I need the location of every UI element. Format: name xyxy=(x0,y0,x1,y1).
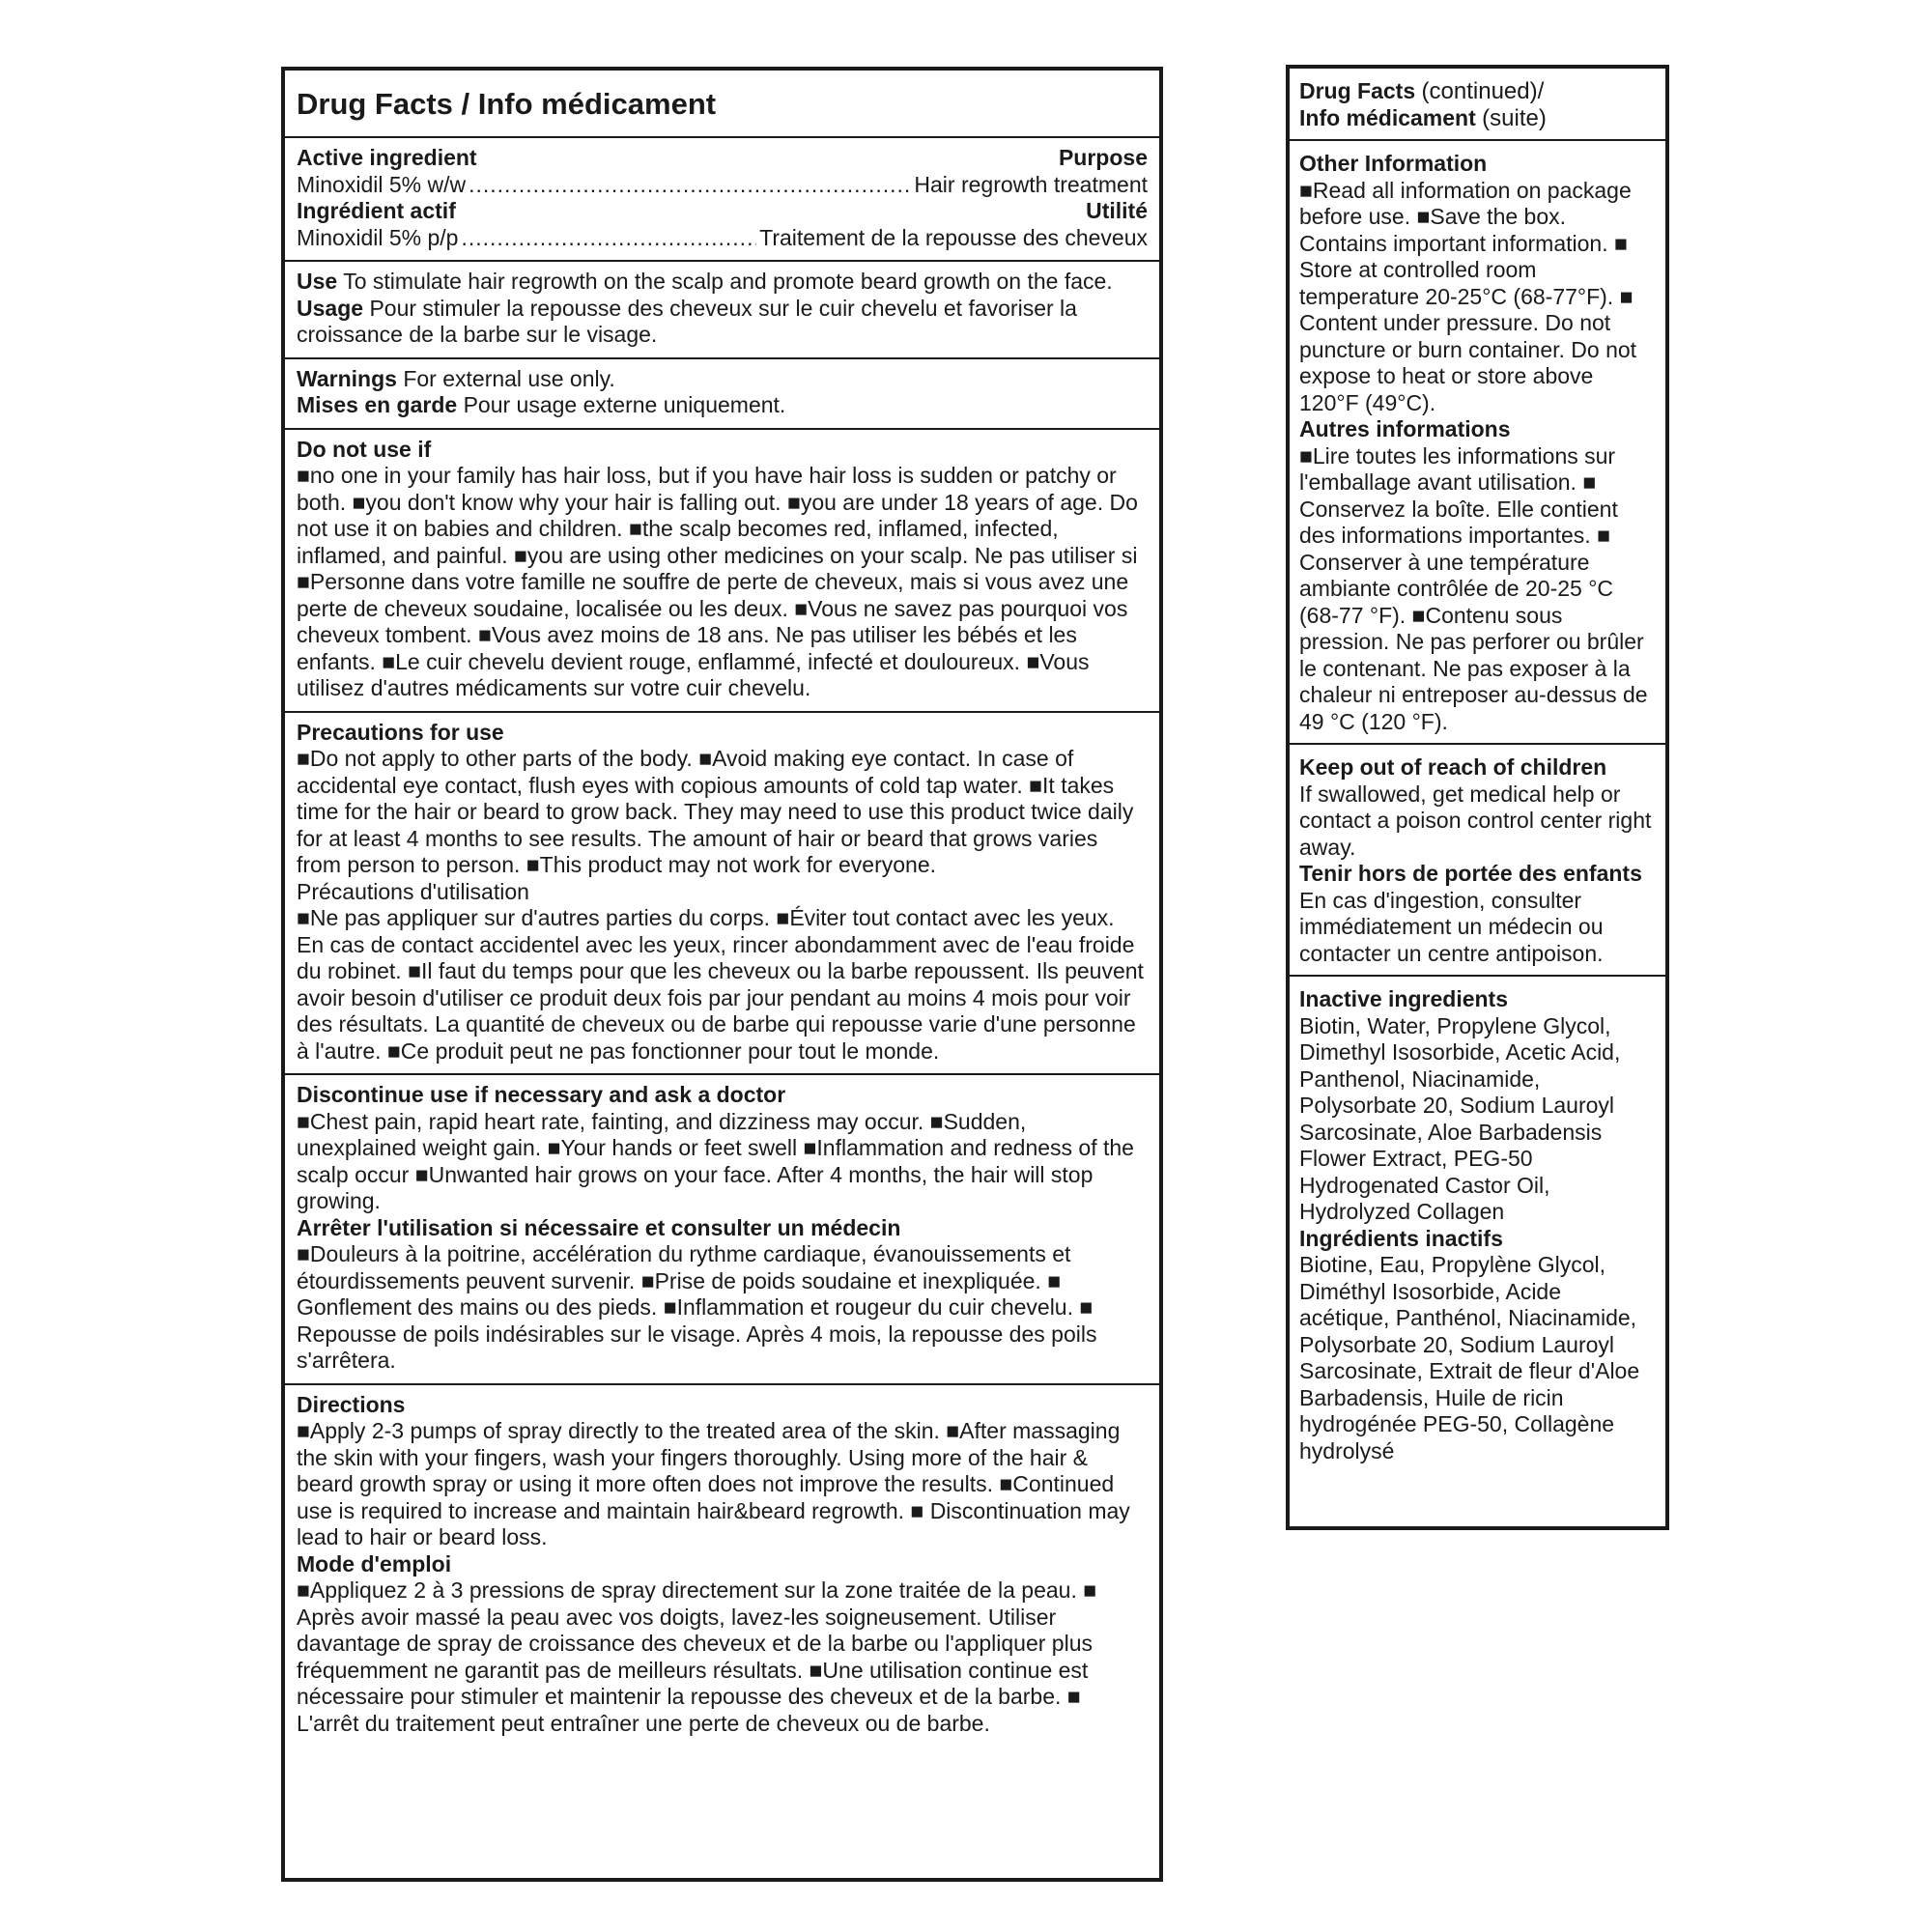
drug-facts-continued-panel xyxy=(1286,65,1669,1530)
other-information-heading: Other Information xyxy=(1299,151,1488,176)
do-not-use-section xyxy=(285,430,1159,713)
autres-informations-heading: Autres informations xyxy=(1299,416,1511,441)
use-section xyxy=(285,262,1159,359)
keep-out-text: If swallowed, get medical help or contact a poison control center right away. xyxy=(1299,781,1652,860)
inactive-heading: Inactive ingredients xyxy=(1299,986,1509,1011)
dot-leader xyxy=(469,172,911,199)
inactive-text-fr: Biotine, Eau, Propylène Glycol, Diméthyl Isosorbide, Acide acétique, Panthénol, Niacinamide, Polysorbate 20, Sodium Lauroyl Sarcosinate, Extrait de fleur d'Aloe Barbadensis, Huile de ricin hydrogénée PEG-50, Collagène hydrolysé xyxy=(1299,1252,1640,1463)
directions-text-fr: ■Appliquez 2 à 3 pressions de spray directement sur la zone traitée de la peau. ■ Après avoir massé la peau avec vos doigts, lavez-les soigneusement. Utiliser davantage de spray de croissance des cheveux et de la barbe ou l'appliquer plus fréquemment ne garantit pas de meilleurs résultats. ■Une utilisation continue est nécessaire pour stimuler et maintenir la repousse des cheveux et de la barbe. ■ L'arrêt du traitement peut entraîner une perte de cheveux ou de barbe. xyxy=(297,1577,1097,1736)
keep-out-heading: Keep out of reach of children xyxy=(1299,754,1607,780)
discontinue-heading-fr: Arrêter l'utilisation si nécessaire et consulter un médecin xyxy=(297,1214,901,1240)
warnings-text: For external use only. xyxy=(403,365,615,391)
purpose-label: Purpose xyxy=(1058,145,1148,170)
usage-text: Pour stimuler la repousse des cheveux sur le cuir chevelu et favoriser la croissance de la barbe sur le visage. xyxy=(297,295,1077,347)
precautions-heading: Precautions for use xyxy=(297,719,504,745)
autres-informations-text: ■Lire toutes les informations sur l'emballage avant utilisation. ■ Conservez la boîte. Elle contient des informations importantes. ■ Conserver à une température ambiante contrôlée de 20-25 °C (68-77 °F). ■Contenu sous pression. Ne pas perforer ou brûler le contenant. Ne pas exposer à la chaleur ni entreposer au-dessus de 49 °C (120 °F). xyxy=(1299,442,1648,734)
purpose-label-fr: Utilité xyxy=(1086,198,1148,223)
inactive-text: Biotin, Water, Propylene Glycol, Dimethyl Isosorbide, Acetic Acid, Panthenol, Niacinamide, Polysorbate 20, Sodium Lauroyl Sarcosinate, Aloe Barbadensis Flower Extract, PEG-50 Hydrogenated Castor Oil, Hydrolyzed Collagen xyxy=(1299,1012,1621,1224)
discontinue-text: ■Chest pain, rapid heart rate, fainting, and dizziness may occur. ■Sudden, unexplained weight gain. ■Your hands or feet swell ■Inflammation and redness of the scalp occur ■Unwanted hair grows on your face. After 4 months, the hair will stop growing. xyxy=(297,1108,1134,1213)
active-ingredient-section xyxy=(285,138,1159,262)
active-ingredient-label: Active ingredient xyxy=(297,145,477,170)
drug-facts-panel xyxy=(281,67,1163,1882)
warnings-label: Warnings xyxy=(297,365,397,391)
active-ingredient-en: Minoxidil 5% w/w xyxy=(297,171,467,197)
continued-title-fr: Info médicament xyxy=(1299,104,1476,130)
use-text: To stimulate hair regrowth on the scalp and promote beard growth on the face. xyxy=(343,269,1113,294)
precautions-section xyxy=(285,713,1159,1076)
mises-en-garde-label: Mises en garde xyxy=(297,392,458,417)
do-not-use-text: ■no one in your family has hair loss, but if you have hair loss is sudden or patchy or both. ■you don't know why your hair is falling out. ■you are under 18 years of age. Do not use it on babies and children. ■the scalp becomes red, inflamed, infected, inflamed, and painful. ■you are using other medicines on your scalp. Ne pas utiliser si ■Personne dans votre famille ne souffre de perte de cheveux, mais si vous avez une perte de cheveux soudaine, localisée ou les deux. ■Vous ne savez pas pourquoi vos cheveux tombent. ■Vous avez moins de 18 ans. Ne pas utiliser les bébés et les enfants. ■Le cuir chevelu devient rouge, enflammé, infecté et douloureux. ■Vous utilisez d'autres médicaments sur votre cuir chevelu. xyxy=(297,463,1138,700)
continued-title xyxy=(1290,69,1665,141)
continued-suffix: (continued)/ xyxy=(1421,78,1545,104)
active-ingredient-label-fr: Ingrédient actif xyxy=(297,198,456,223)
precautions-text-fr: ■Ne pas appliquer sur d'autres parties du corps. ■Éviter tout contact avec les yeux. En cas de contact accidentel avec les yeux, rincer abondamment avec de l'eau froide du robinet. ■Il faut du temps pour que les cheveux ou la barbe repoussent. Ils peuvent avoir besoin d'utiliser ce produit deux fois par jour pendant au moins 4 mois pour voir des résultats. La quantité de cheveux ou de barbe qui repousse varie d'une personne à l'autre. ■Ce produit peut ne pas fonctionner pour tout le monde. xyxy=(297,905,1144,1064)
precautions-heading-fr: Précautions d'utilisation xyxy=(297,878,529,904)
directions-text: ■Apply 2-3 pumps of spray directly to the treated area of the skin. ■After massaging the skin with your fingers, wash your fingers thoroughly. Using more of the hair & beard growth spray or using it more often does not improve the results. ■Continued use is required to increase and maintain hair&beard regrowth. ■ Discontinuation may lead to hair or beard loss. xyxy=(297,1418,1130,1549)
dot-leader xyxy=(461,225,756,252)
discontinue-text-fr: ■Douleurs à la poitrine, accélération du rythme cardiaque, évanouissements et étourdissements peuvent survenir. ■Prise de poids soudaine et inexpliquée. ■ Gonflement des mains ou des pieds. ■Inflammation et rougeur du cuir chevelu. ■ Repousse de poils indésirables sur le visage. Après 4 mois, la repousse des poils s'arrêtera. xyxy=(297,1241,1097,1373)
usage-label: Usage xyxy=(297,295,364,321)
precautions-text: ■Do not apply to other parts of the body. ■Avoid making eye contact. In case of accidental eye contact, flush eyes with copious amounts of cold tap water. ■It takes time for the hair or beard to grow back. They may need to use this product twice daily for at least 4 months to see results. The amount of hair or beard that grows varies from person to person. ■This product may not work for everyone. xyxy=(297,746,1134,877)
do-not-use-heading: Do not use if xyxy=(297,436,432,462)
inactive-ingredients-section xyxy=(1290,977,1665,1472)
other-information-text: ■Read all information on package before use. ■Save the box. Contains important information. ■ Store at controlled room temperature 20-25°C (68-77°F). ■ Content under pressure. Do not puncture or burn container. Do not expose to heat or store above 120°F (49°C). xyxy=(1299,177,1637,415)
discontinue-section xyxy=(285,1075,1159,1385)
discontinue-heading: Discontinue use if necessary and ask a doctor xyxy=(297,1082,786,1107)
other-information-section xyxy=(1290,141,1665,745)
directions-heading: Directions xyxy=(297,1391,406,1417)
purpose-en: Hair regrowth treatment xyxy=(914,171,1148,197)
active-ingredient-fr: Minoxidil 5% p/p xyxy=(297,224,459,250)
warnings-section xyxy=(285,359,1159,430)
use-label: Use xyxy=(297,269,338,294)
keep-out-heading-fr: Tenir hors de portée des enfants xyxy=(1299,861,1642,886)
suite-suffix: (suite) xyxy=(1482,104,1547,131)
mises-en-garde-text: Pour usage externe uniquement. xyxy=(463,392,786,417)
panel-title: Drug Facts / Info médicament xyxy=(285,71,1159,138)
directions-heading-fr: Mode d'emploi xyxy=(297,1550,452,1577)
keep-out-of-reach-section xyxy=(1290,745,1665,977)
continued-title-en: Drug Facts xyxy=(1299,78,1416,103)
inactive-heading-fr: Ingrédients inactifs xyxy=(1299,1225,1503,1251)
directions-section xyxy=(285,1385,1159,1747)
purpose-fr: Traitement de la repousse des cheveux xyxy=(759,224,1148,250)
keep-out-text-fr: En cas d'ingestion, consulter immédiatement un médecin ou contacter un centre antipoison. xyxy=(1299,887,1604,966)
